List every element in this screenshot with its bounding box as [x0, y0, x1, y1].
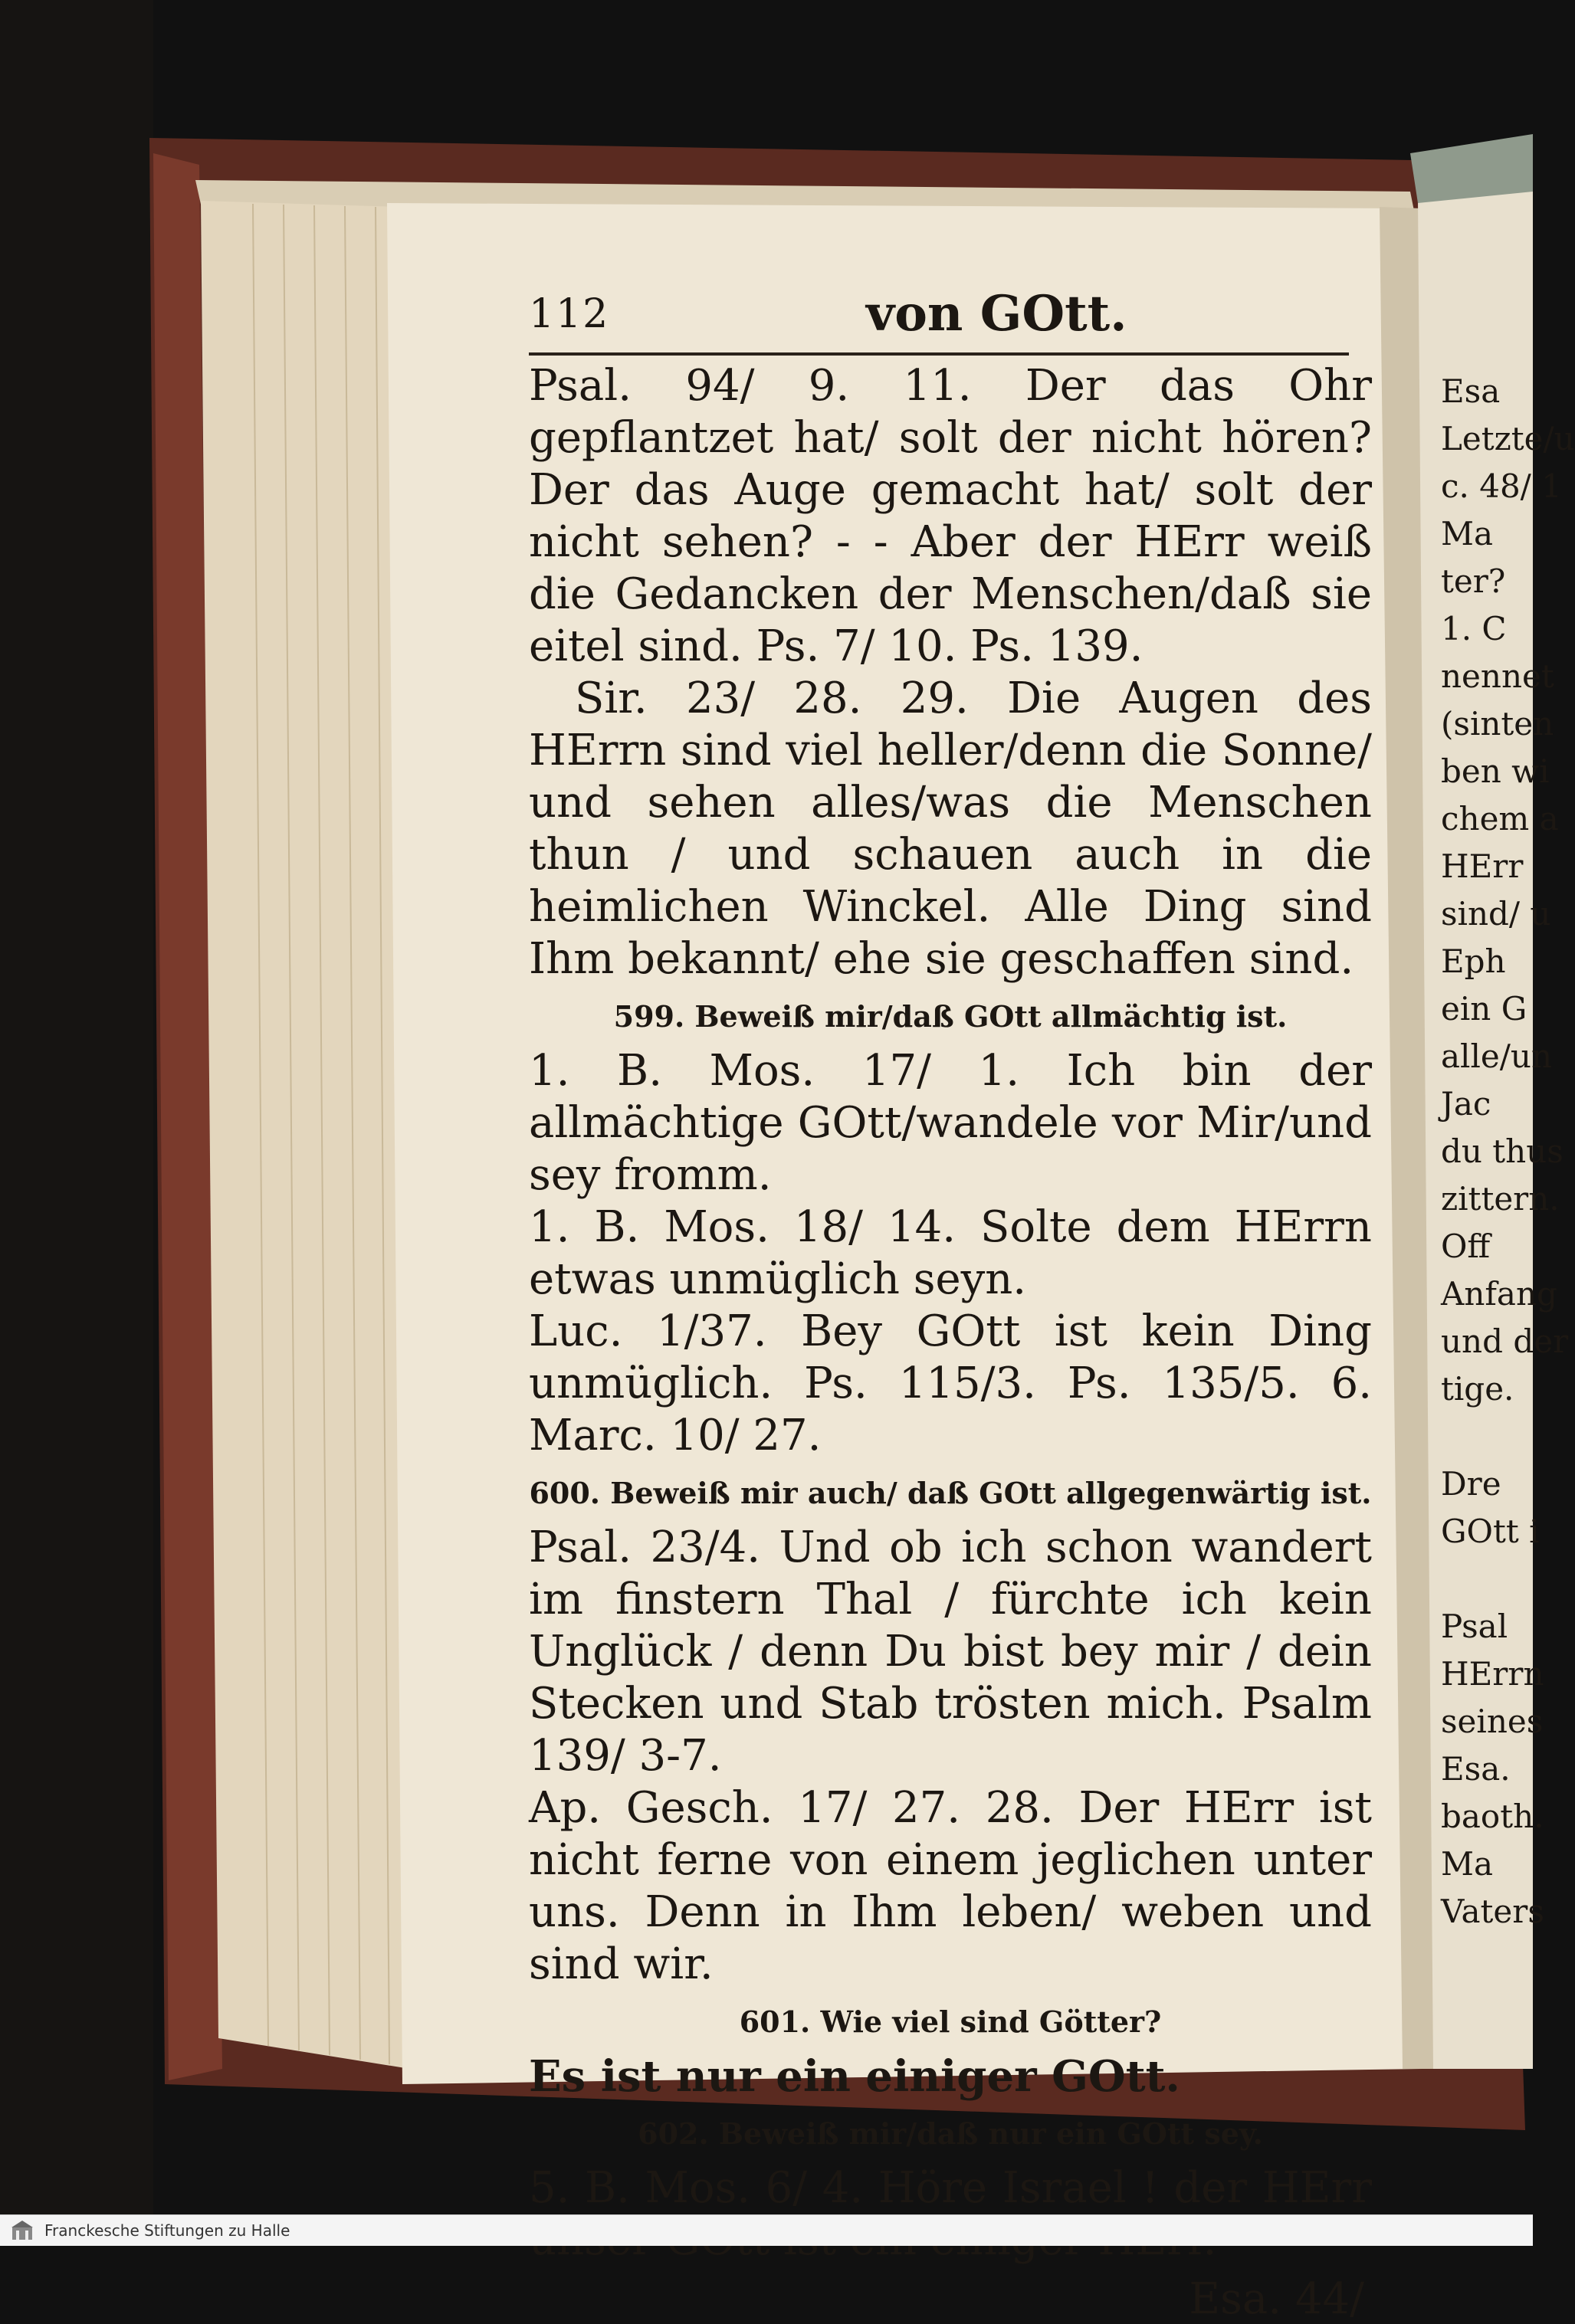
paragraph-sirach-23: Sir. 23/ 28. 29. Die Augen des HErrn sind viel heller/denn die Sonne/ und sehen alles/was die Menschen thun / und schauen auch in die heimlichen Winckel. Alle Ding sind Ihm bekannt/ ehe sie geschaffen sind.: [529, 674, 1372, 984]
paragraph-600-2: Ap. Gesch. 17/ 27. 28. Der HErr ist nicht ferne von einem jeglichen unter uns. Denn in Ihm leben/ weben und sind wir.: [529, 1783, 1372, 1989]
facing-line: zittern.: [1441, 1180, 1560, 1218]
page-header: [529, 276, 1357, 360]
facing-line: baoth.: [1441, 1798, 1544, 1835]
footer-bar: [0, 2214, 1533, 2246]
facing-line: Vaters: [1441, 1893, 1544, 1930]
left-page-stack: [201, 201, 410, 2069]
catchword: Esa. 44/: [1189, 2274, 1364, 2324]
facing-line: Esa.: [1441, 1750, 1511, 1788]
facing-line: sind/ u: [1441, 895, 1551, 933]
facing-line: GOtt i: [1441, 1513, 1540, 1550]
paragraph-599-2: 1. B. Mos. 18/ 14. Solte dem HErrn etwas unmüglich seyn.: [529, 1202, 1372, 1304]
paragraph-600-1: Psal. 23/4. Und ob ich schon wandert im finstern Thal / fürchte ich kein Unglück / denn Du bist bey mir / dein Stecken und Stab trösten mich. Psalm 139/ 3-7.: [529, 1523, 1372, 1781]
facing-line: [1441, 1413, 1533, 1460]
facing-line: Ma: [1441, 1845, 1494, 1883]
question-601: 601. Wie viel sind Götter?: [739, 2004, 1162, 2039]
answer-601: Es ist nur ein einiger GOtt.: [529, 2051, 1180, 2102]
facing-line: nennet: [1441, 657, 1554, 695]
page-body: [529, 360, 1372, 2324]
question-599: 599. Beweiß mir/daß GOtt allmächtig ist.: [613, 999, 1288, 1034]
facing-line: chem a: [1441, 800, 1559, 837]
facing-line: 1. C: [1441, 610, 1507, 647]
facing-line: Esa: [1441, 372, 1501, 410]
facing-line: Dre: [1441, 1465, 1501, 1503]
institution-logo-icon: [11, 2220, 34, 2241]
facing-line: Eph: [1441, 942, 1506, 980]
facing-line: alle/un: [1441, 1037, 1553, 1075]
facing-line: tige.: [1441, 1370, 1514, 1408]
facing-line: Letzte/u: [1441, 420, 1575, 457]
running-title: von GOtt.: [866, 285, 1127, 343]
facing-line: HErrn: [1441, 1655, 1544, 1693]
paragraph-602-1: 5. B. Mos. 6/ 4. Höre Israel ! der HErr: [529, 2163, 1372, 2213]
facing-line: ein G: [1441, 990, 1527, 1028]
facing-line: c. 48/ 1: [1441, 467, 1562, 505]
question-602: 602. Beweiß mir/daß nur ein GOtt sey.: [638, 2116, 1263, 2151]
header-rule: [529, 352, 1349, 356]
facing-line: Jac: [1441, 1085, 1491, 1123]
facing-line: du thus: [1441, 1132, 1564, 1170]
facing-line: Ma: [1441, 515, 1494, 552]
facing-line: seines: [1441, 1703, 1544, 1740]
paragraph-599-1: 1. B. Mos. 17/ 1. Ich bin der allmächtige GOtt/wandele vor Mir/und sey fromm.: [529, 1046, 1372, 1200]
page-number: 112: [529, 291, 610, 337]
facing-page-text: [1441, 368, 1575, 1936]
facing-line: Anfang: [1441, 1275, 1557, 1313]
facing-line: Off: [1441, 1228, 1491, 1265]
facing-line: Psal: [1441, 1608, 1508, 1645]
backdrop-left: [0, 0, 153, 2214]
institution-name: Franckesche Stiftungen zu Halle: [44, 2221, 290, 2240]
question-600: 600. Beweiß mir auch/ daß GOtt allgegenwärtig ist.: [529, 1476, 1372, 1510]
paragraph-psalm-94: Psal. 94/ 9. 11. Der das Ohr gepflantzet hat/ solt der nicht hören? Der das Auge gemacht hat/ solt der nicht sehen? - - Aber der HErr weiß die Gedancken der Menschen/daß sie eitel sind. Ps. 7/ 10. Ps. 139.: [529, 361, 1372, 671]
facing-line: [1441, 1555, 1533, 1603]
paragraph-599-3: Luc. 1/37. Bey GOtt ist kein Ding unmüglich. Ps. 115/3. Ps. 135/5. 6. Marc. 10/ 27.: [529, 1306, 1372, 1460]
facing-line: ben wi: [1441, 752, 1550, 790]
facing-line: (sinten: [1441, 705, 1554, 742]
facing-line: und der: [1441, 1323, 1569, 1360]
facing-line: HErr: [1441, 847, 1524, 885]
facing-line: ter?: [1441, 562, 1506, 600]
